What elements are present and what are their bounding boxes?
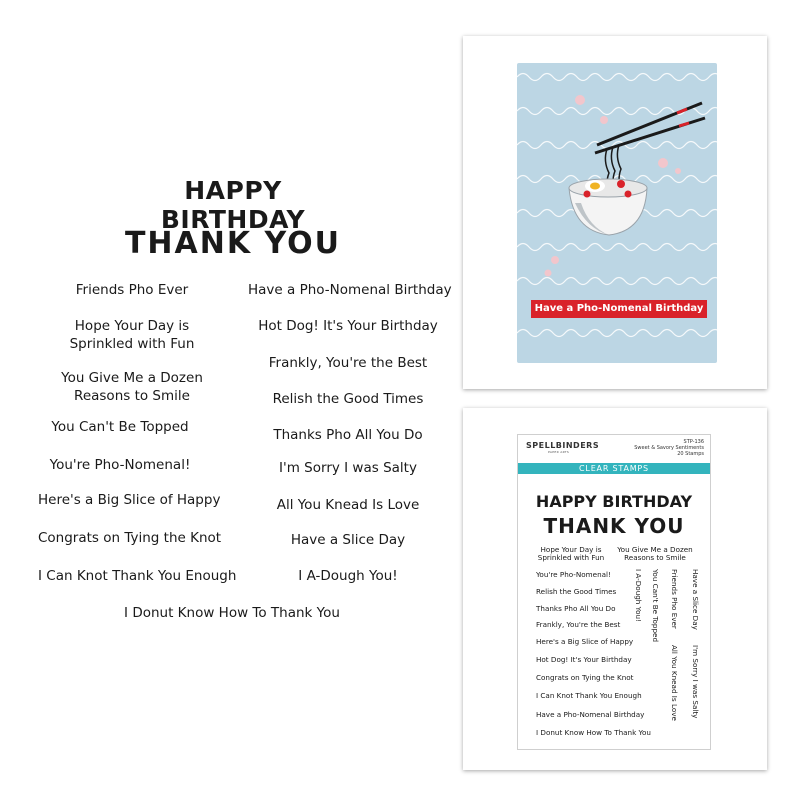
package-name: Sweet & Savory Sentiments <box>634 445 704 451</box>
sentiment-left-8: I Can Knot Thank You Enough <box>38 568 237 584</box>
package-sentiment-10: I Donut Know How To Thank You <box>536 728 651 737</box>
package-brand: SPELLBINDERS <box>526 441 600 450</box>
stamp-package <box>517 434 711 750</box>
package-sentiment-5: Here's a Big Slice of Happy <box>536 637 634 646</box>
card-image <box>517 63 717 363</box>
package-vertical-5: Have a Slice Day <box>691 569 700 630</box>
package-vertical-3: Friends Pho Ever <box>670 569 679 629</box>
sentiment-right-8: Have a Slice Day <box>290 532 406 548</box>
package-sentiment-1: You're Pho-Nomenal! <box>536 570 611 579</box>
package-vertical-2: You Can't Be Topped <box>651 569 660 643</box>
sentiment-left-2: Hope Your Day is Sprinkled with Fun <box>69 318 195 352</box>
headline-thank-you: THANK YOU <box>124 226 342 261</box>
sentiment-right-4: Relish the Good Times <box>272 391 424 407</box>
sentiment-right-7: All You Knead Is Love <box>276 497 420 513</box>
package-sentiment-9: Have a Pho-Nomenal Birthday <box>536 710 645 719</box>
sentiment-left-4: You Can't Be Topped <box>51 419 189 435</box>
sentiment-right-5: Thanks Pho All You Do <box>273 427 423 443</box>
package-sentiment-8: I Can Knot Thank You Enough <box>536 691 642 700</box>
sentiment-left-3: You Give Me a Dozen Reasons to Smile <box>61 370 203 404</box>
package-vertical-4: All You Knead Is Love <box>670 645 679 721</box>
sentiment-left-6: Here's a Big Slice of Happy <box>38 492 221 508</box>
sentiment-right-9: I A-Dough You! <box>298 568 398 584</box>
package-vertical-6: I'm Sorry I was Salty <box>691 645 700 719</box>
card-sentiment-banner: Have a Pho-Nomenal Birthday <box>531 300 707 318</box>
package-sentiment-4: Frankly, You're the Best <box>536 620 621 629</box>
package-sentiment-pair-right: You Give Me a Dozen Reasons to Smile <box>617 545 693 562</box>
package-sentiment-2: Relish the Good Times <box>536 587 617 596</box>
package-count: 20 Stamps <box>677 451 704 457</box>
package-vertical-1: I A-Dough You! <box>634 569 643 622</box>
card-illustration <box>517 63 717 363</box>
package-band: CLEAR STAMPS <box>518 463 710 474</box>
package-headline-thank-you: THANK YOU <box>543 514 685 538</box>
sentiment-right-6: I'm Sorry I was Salty <box>279 460 417 476</box>
package-code: STP-136 <box>683 439 704 445</box>
package-sentiment-pair-left: Hope Your Day is Sprinkled with Fun <box>537 545 605 562</box>
package-sentiment-6: Hot Dog! It's Your Birthday <box>536 655 632 664</box>
sentiment-left-1: Friends Pho Ever <box>75 282 189 298</box>
sentiment-right-2: Hot Dog! It's Your Birthday <box>258 318 438 334</box>
headline-happy-birthday: HAPPY BIRTHDAY <box>160 176 306 234</box>
sentiment-left-5: You're Pho-Nomenal! <box>49 457 191 473</box>
sentiment-left-7: Congrats on Tying the Knot <box>38 530 222 546</box>
sentiment-right-1: Have a Pho-Nomenal Birthday <box>248 282 452 298</box>
sentiment-bottom: I Donut Know How To Thank You <box>124 605 340 621</box>
package-headline-happy-birthday: HAPPY BIRTHDAY <box>535 492 693 511</box>
package-brand-sub: PAPER ARTS <box>548 450 570 454</box>
package-sentiment-3: Thanks Pho All You Do <box>536 604 616 613</box>
package-sentiment-7: Congrats on Tying the Knot <box>536 673 634 682</box>
sentiment-right-3: Frankly, You're the Best <box>268 355 428 371</box>
